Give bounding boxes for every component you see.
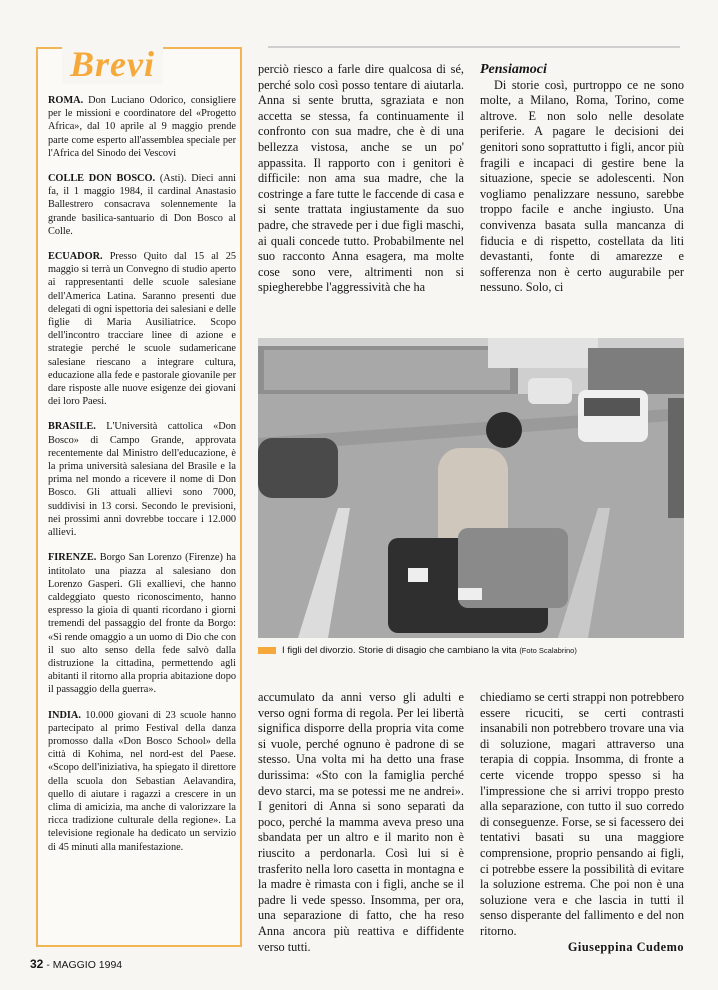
brevi-text: (Asti). Dieci anni fa, il 1 maggio 1984, il cardinal Anastasio Ballestrero consacrava solennemente la grande basilica-santuario di Don Bosco al Colle. bbox=[48, 173, 236, 237]
brevi-text: Borgo San Lorenzo (Firenze) ha intitolato una piazza al salesiano don Lorenzo Gasperi. Gli exallievi, che hanno caldeggiato questo riconoscimento, hanno espresso la gioia di quanti ricordano i giorni tremendi del passaggio del fronte da Borgo: «Si rende omaggio a un uomo di Dio che con il suo alto senso della fede salvò dalla distruzione la cittadina, permettendo agli abitanti il ritorno alla propria abitazione dopo il passaggio della guerra». bbox=[48, 552, 236, 696]
photo-illustration bbox=[258, 338, 684, 638]
brevi-item bbox=[48, 420, 236, 539]
photo-credit: (Foto Scalabrino) bbox=[519, 646, 577, 655]
brevi-item bbox=[48, 709, 236, 854]
brevi-text: Don Luciano Odorico, consigliere per le missioni e coordinatore del «Progetto Africa», dal 10 aprile al 9 maggio prende parte come esperto all'assemblea speciale per l'Africa del Sinodo dei Vescovi bbox=[48, 95, 236, 159]
header-rule bbox=[268, 46, 680, 48]
brevi-item bbox=[48, 551, 236, 696]
article-column-2-top bbox=[258, 62, 464, 296]
sidebar-title: Brevi bbox=[62, 44, 163, 84]
brevi-place: FIRENZE. bbox=[48, 552, 97, 564]
author-name: Giuseppina Cudemo bbox=[567, 939, 684, 954]
brevi-place: ECUADOR. bbox=[48, 251, 103, 263]
brevi-item bbox=[48, 172, 236, 238]
brevi-place: INDIA. bbox=[48, 709, 81, 721]
brevi-place: COLLE DON BOSCO. bbox=[48, 173, 156, 185]
section-heading: Pensiamoci bbox=[480, 62, 547, 77]
page-number: 32 bbox=[30, 957, 44, 971]
article-paragraph: perciò riesco a farle dire qualcosa di sé, perché solo così posso tentare di aiutarla. Anna si sente brutta, sgraziata e non accetta se stessa, fa continuamente il confronto con sua madre, che è di una bellezza vistosa, anche se un po' appassita. Il rapporto con i genitori è difficile: non ama sua madre, che la costringe a fare tutte le faccende di casa e si sente trattata ingiustamente da suo padre, che stravede per i due figli maschi, ai quali concede tutto. Probabilmente nel suo racconto Anna esagera, ma molte cose sono vere, altrimenti non si spiegherebbe l'aggressività che ha bbox=[258, 62, 464, 295]
brevi-text: Presso Quito dal 15 al 25 maggio si terrà un Convegno di studio aperto ai rappresentanti delle scuole salesiane dell'America Latina. Saranno presenti due delegati di ogni ispettoria dei salesiani e delle figlie di Maria Ausiliatrice. Scopo dell'incontro tracciare linee di azione e strategie perché le scuole sudamericane salesiane riescano a integrare cultura, educazione alla fede e pastorale giovanile per dare risposte alle nuove esigenze dei giovani dei loro Paesi. bbox=[48, 251, 236, 408]
brevi-text: 10.000 giovani di 23 scuole hanno partecipato al primo Festival della danza promosso dalla «Don Bosco School» della città di Kohima, nel nord-est del Paese. «Scopo dell'iniziativa, ha spiegato il direttore della scuola don Sebastian Aelavandira, quello di aiutare i ragazzi a crescere in un clima di amicizia, ma anche di valorizzare la ricca tradizione culturale della regione». La televisione regionale ha dedicato un servizio di 45 minuti alla manifestazione. bbox=[48, 709, 236, 853]
caption-text: I figli del divorzio. Storie di disagio che cambiano la vita bbox=[282, 645, 517, 656]
brevi-item bbox=[48, 94, 236, 160]
article-column-3-bottom bbox=[480, 690, 684, 955]
brevi-text: L'Università cattolica «Don Bosco» di Campo Grande, approvata recentemente dal Ministro dell'educazione, è la prima università salesiana del Brasile e la prima nel mondo a ricevere il nome di Don Bosco. Gli attuali allievi sono 7000, suddivisi in 13 corsi. Secondo le previsioni, nei prossimi anni dovrebbe toccare i 12.000 allievi. bbox=[48, 421, 236, 539]
article-photo bbox=[258, 338, 684, 638]
brevi-item bbox=[48, 250, 236, 408]
article-paragraph: chiediamo se certi strappi non potrebbero essere ricuciti, se certi contrasti insanabili non potrebbero trovare una via di soluzione, magari attraverso una terapia di coppia. Insomma, di fronte a certe vicende troppo spesso si ha l'impressione che si arrivi troppo presto alla separazione, con tutto il suo corredo di conseguenze. Forse, se si facessero dei tentativi basati su una maggiore comprensione, proprio pensando ai figli, ci potrebbe essere la possibilità di evitare la soluzione estrema. Che poi non è una soluzione vera e che lascia in tutti il senso disperante del fallimento e del non ritorno. bbox=[480, 690, 684, 938]
article-column-2-bottom bbox=[258, 690, 464, 955]
page-footer bbox=[30, 957, 122, 971]
brevi-place: BRASILE. bbox=[48, 421, 96, 433]
photo-caption bbox=[258, 645, 688, 656]
footer-separator: - bbox=[46, 959, 50, 971]
article-paragraph: Di storie così, purtroppo ce ne sono molte, a Milano, Roma, Torino, come altrove. E non solo nelle desolate periferie. A pagare le decisioni dei genitori sono soprattutto i figli, ancor più fragili e incapaci di gestire bene la situazione, specie se adolescenti. Non vogliamo penalizzare nessuno, sarebbe troppo facile e anche ingiusto. Una convivenza basata sulla mancanza di fiducia e di rispetto, costellata da liti devastanti, fonte di amarezze e sofferenza non è certo augurabile per nessuno. Solo, ci bbox=[480, 77, 684, 295]
issue-date: MAGGIO 1994 bbox=[52, 959, 123, 971]
article-column-3-top bbox=[480, 62, 684, 296]
brevi-place: ROMA. bbox=[48, 95, 84, 106]
caption-marker bbox=[258, 647, 276, 654]
brevi-list bbox=[48, 94, 236, 866]
article-paragraph: accumulato da anni verso gli adulti e verso ogni forma di regola. Per lei libertà significa disporre della propria vita come si vuole, perché ognuno è padrone di se stesso. Una volta mi ha detto una frase durissima: «Sto con la famiglia perché devo starci, ma se potessi me ne andrei». I genitori di Anna si sono separati da poco, perché la mamma aveva preso una sbandata per un altro e il marito non è riuscito a perdonarla. Così lui si è trasferito nella loro casetta in montagna e la madre è rimasta con i figli, anche se il padre li vede spesso. Insomma, per ora, una separazione di fatto, che ha reso Anna ancora più reattiva e diffidente verso tutti. bbox=[258, 690, 464, 954]
